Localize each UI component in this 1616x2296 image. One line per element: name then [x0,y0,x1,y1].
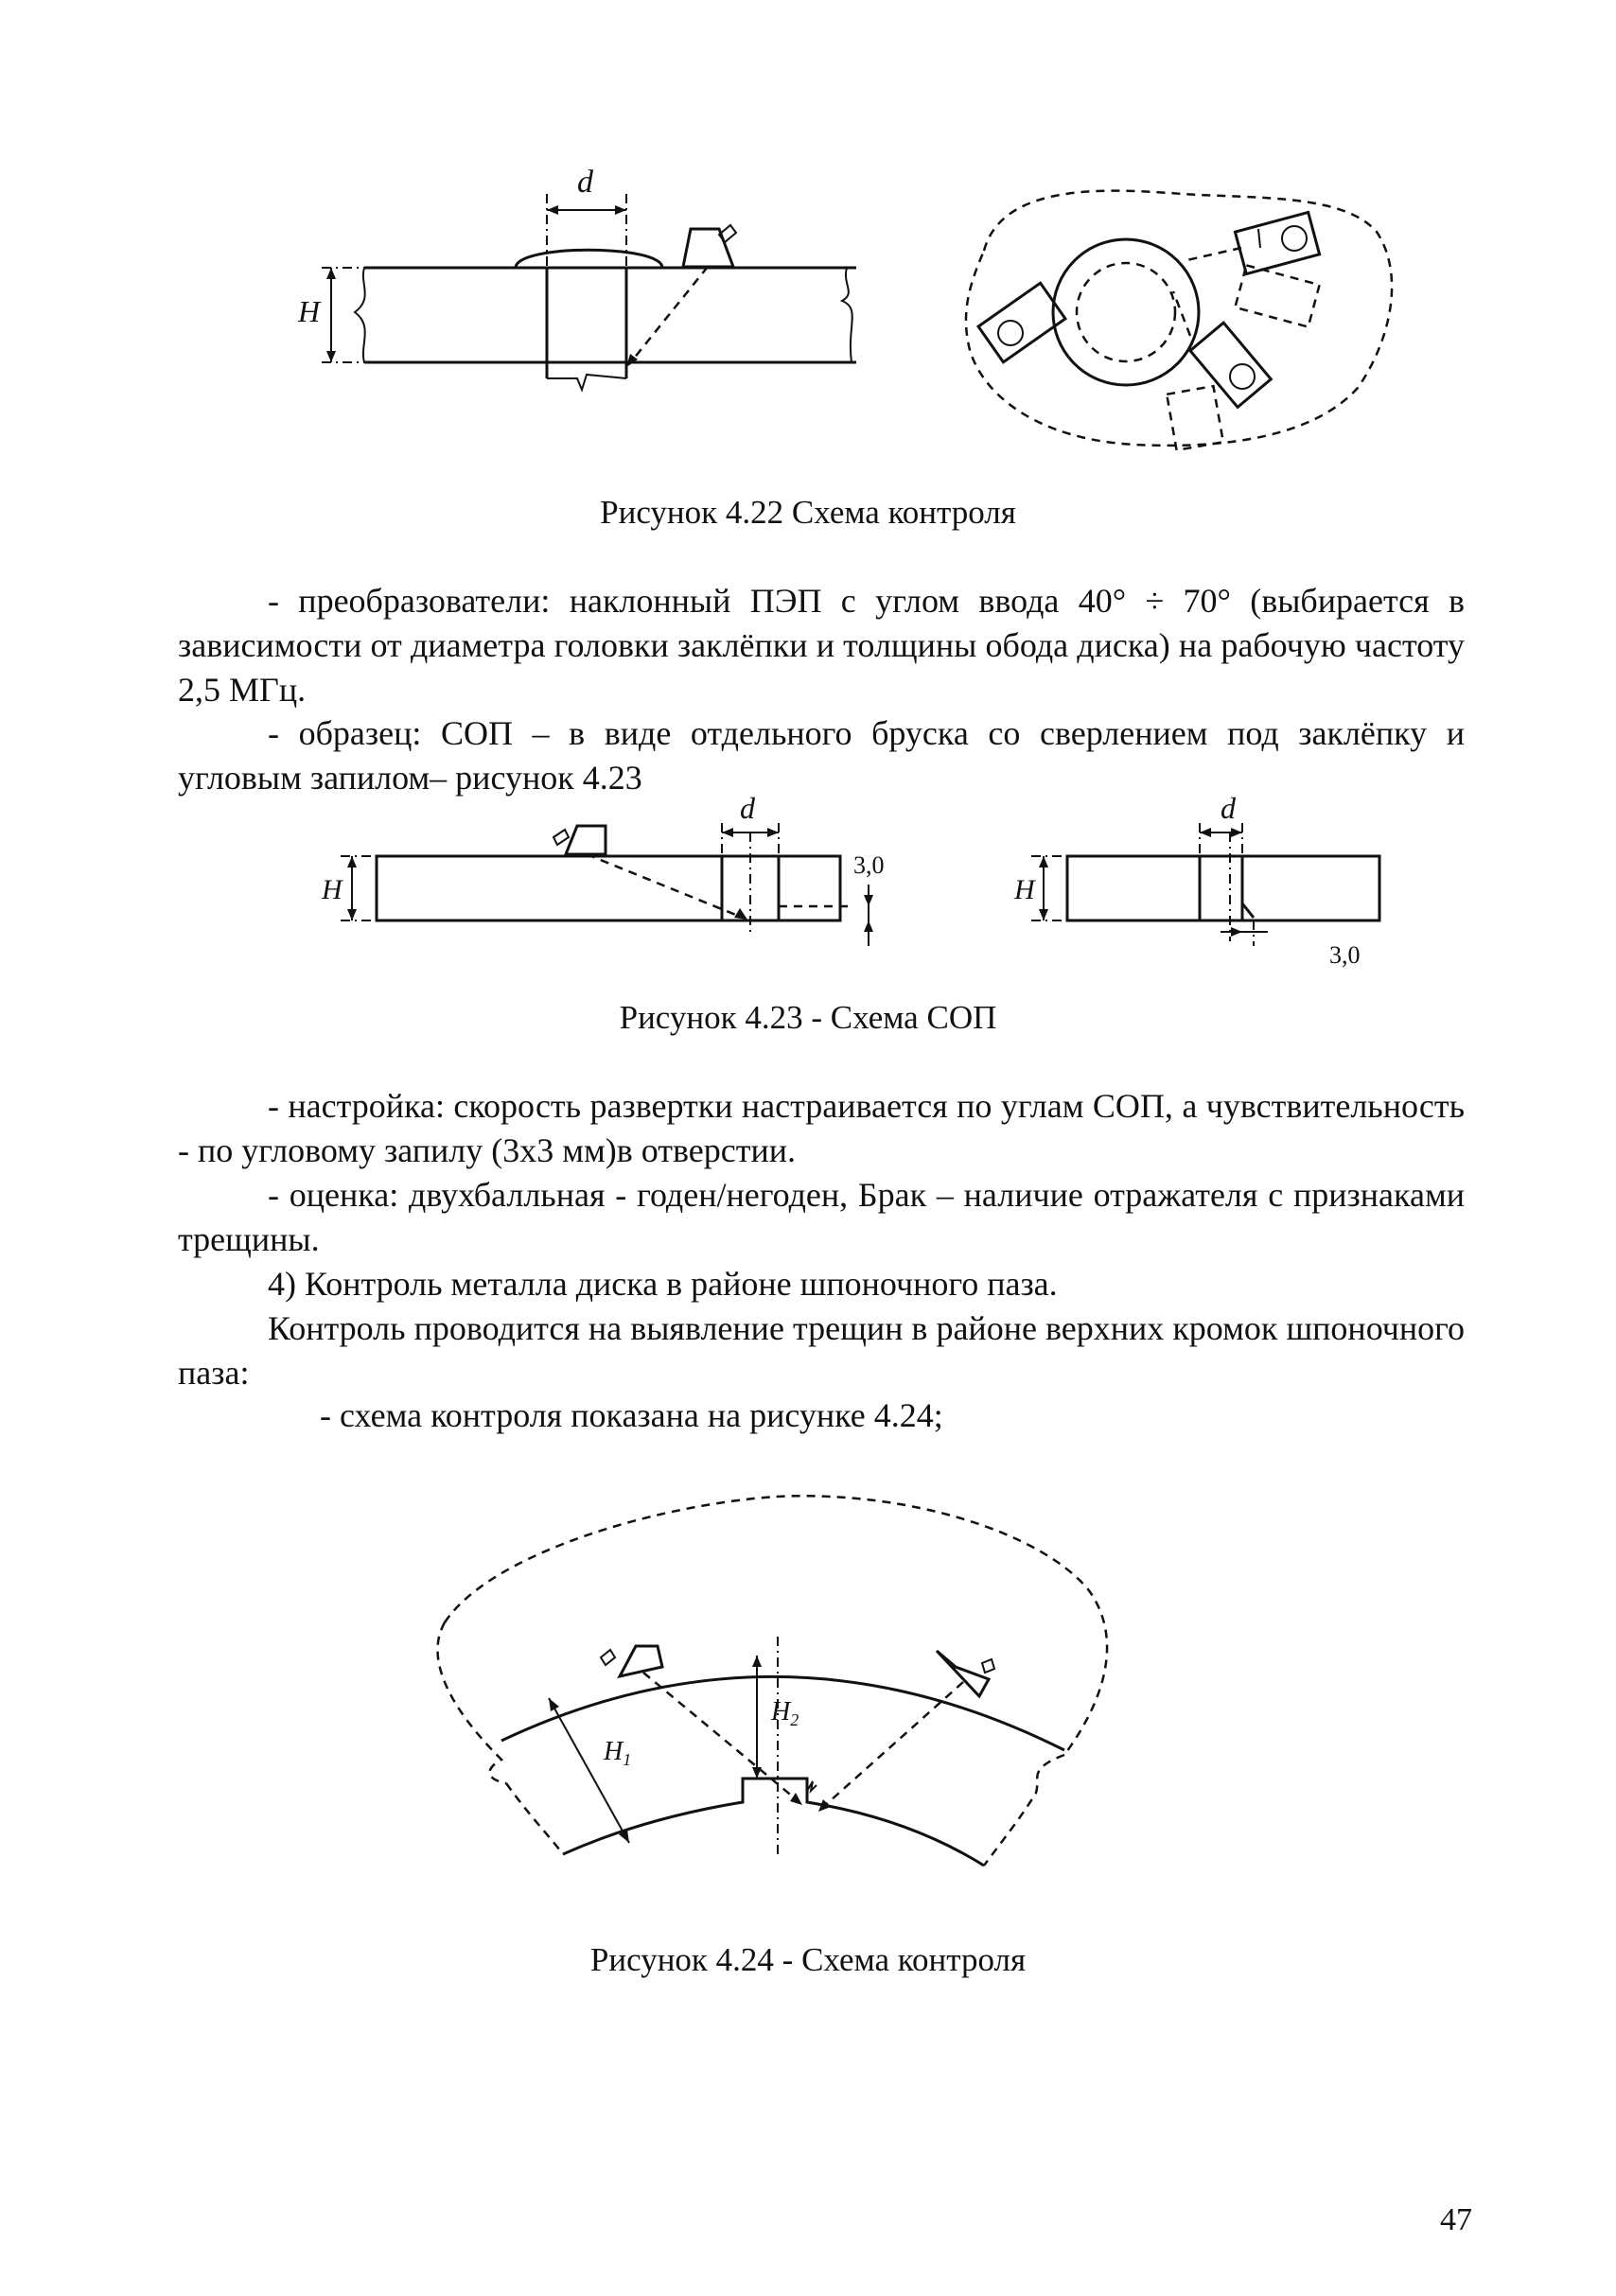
fig23-label-H-left: H [322,874,343,905]
keyway-heading-text: 4) Контроль металла диска в районе шпоночного паза. [268,1265,1058,1303]
page-number: 47 [1440,2202,1472,2237]
fig23-label-3-left: 3,0 [853,851,885,879]
fig22-label-d: d [577,165,593,200]
keyway-drawing [438,1496,1108,1866]
transducers-text: - преобразователи: наклонный ПЭП с углом ввода 40° ÷ 70° (выбирается в зависимости от диаметра головки заклёпки и толщины обода диска) на рабочую частоту 2,5 МГц. [178,582,1465,709]
fig23-label-d-left: d [740,791,755,825]
fig23-label-d-right: d [1221,791,1236,825]
fig23-label-3-right: 3,0 [1329,941,1361,969]
fig24-label-H2: $H_2$ [771,1697,799,1729]
figure-4-22-caption: Рисунок 4.22 Схема контроля [600,494,1016,531]
setup-text: - настройка: скорость развертки настраивается по углам СОП, а чувствительность - по угловому запилу (3х3 мм)в отверстии. [178,1087,1465,1169]
figure-4-24-caption: Рисунок 4.24 - Схема контроля [589,1941,1027,1978]
fig22-label-H: H [298,294,321,328]
figure-4-23-caption: Рисунок 4.23 - Схема СОП [619,999,997,1036]
fig23-label-H-right: H [1014,874,1035,905]
fig24-label-H1: $H_1$ [604,1737,632,1769]
evaluation-text: - оценка: двухбалльная - годен/негоден, Брак – наличие отражателя с признаками трещины. [178,1176,1465,1258]
sample-text: - образец: СОП – в виде отдельного бруска со сверлением под заклёпку и угловым запилом– рисунок 4.23 [178,714,1465,797]
keyway-purpose-text: Контроль проводится на выявление трещин в районе верхних кромок шпоночного паза: [178,1309,1465,1392]
paragraph-scheme-ref: - схема контроля показана на рисунке 4.24; [320,1396,943,1434]
